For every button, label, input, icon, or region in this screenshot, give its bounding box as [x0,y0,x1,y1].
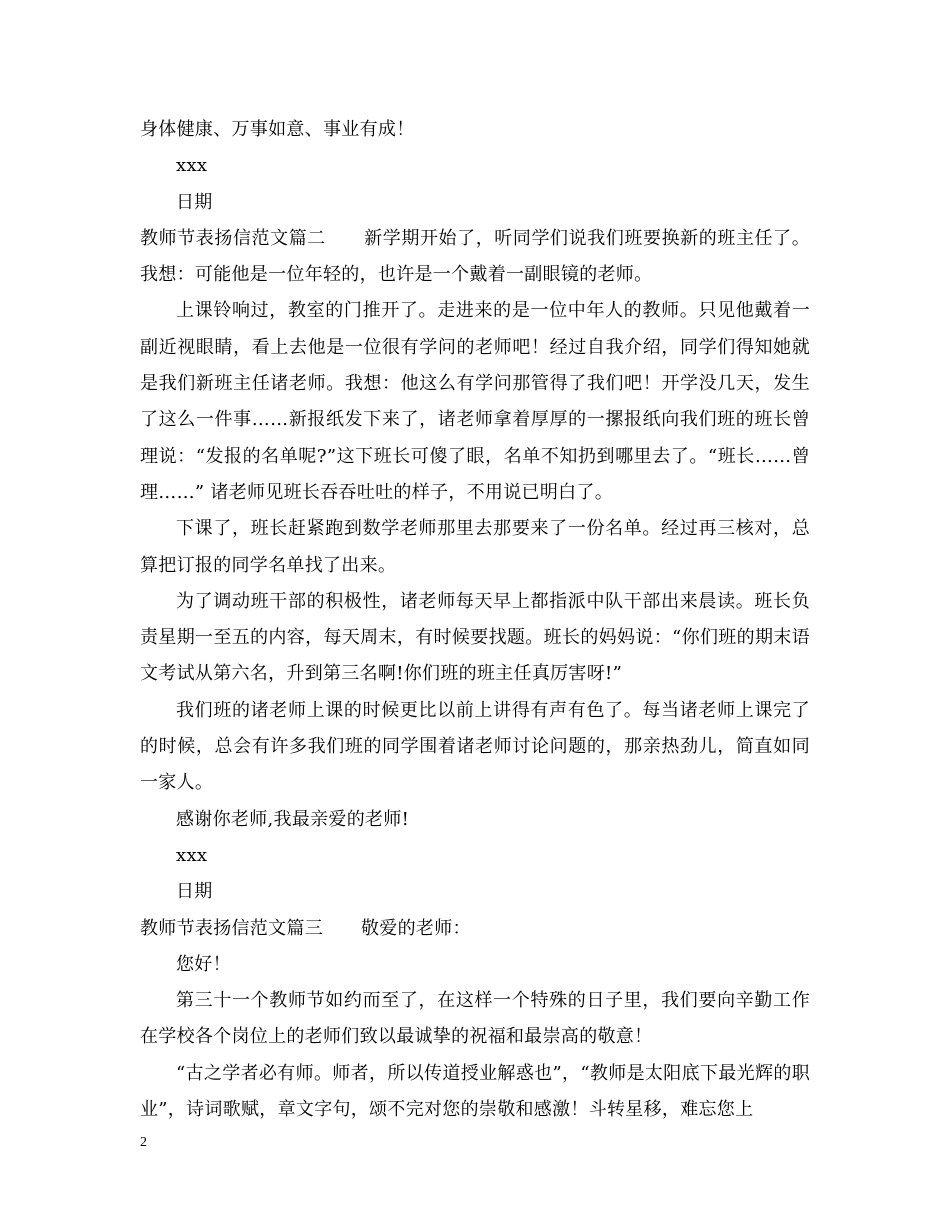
section-heading: 教师节表扬信范文篇二 [140,227,326,249]
paragraph-text: 新学期开始了，听同学们说我们班要换新的班主任了。我想：可能他是一位年轻的，也许是一个戴着一副眼镜的老师。 [140,227,811,286]
document-body [140,112,810,1128]
paragraph: 我们班的诸老师上课的时候更比以前上讲得有声有色了。每当诸老师上课完了的时候，总会有许多我们班的同学围着诸老师讨论问题的，那亲热劲儿，简直如同一家人。 [140,699,810,794]
section-heading: 教师节表扬信范文篇三 [140,917,323,939]
paragraph: 感谢你老师,我最亲爱的老师! [176,808,410,830]
paragraph: 身体健康、万事如意、事业有成！ [140,119,415,140]
signature-date: 日期 [176,191,213,213]
paragraph-text: 敬爱的老师： [361,917,471,939]
signature-date: 日期 [176,881,213,903]
paragraph: 下课了，班长赶紧跑到数学老师那里去那要来了一份名单。经过再三核对，总算把订报的同学名单找了出来。 [140,518,810,576]
section-heading-paragraph [140,911,810,947]
paragraph: 为了调动班干部的积极性，诸老师每天早上都指派中队干部出来晨读。班长负责星期一至五的内容，每天周末，有时候要找题。班长的妈妈说：“你们班的期末语文考试从第六名，升到第三名啊!你们班的班主任真厉害呀!” [140,590,810,685]
paragraph: “古之学者必有师。师者，所以传道授业解惑也”，“教师是太阳底下最光辉的职业”，诗词歌赋，章文字句，颂不完对您的崇敬和感激！斗转星移，难忘您上 [140,1062,810,1121]
signature-name: xxx [176,155,208,177]
signature-name: xxx [176,844,208,866]
paragraph: 上课铃响过，教室的门推开了。走进来的是一位中年人的教师。只见他戴着一副近视眼睛，看上去他是一位很有学问的老师吧！经过自我介绍，同学们得知她就是我们新班主任诸老师。我想：他这么有学问那管得了我们吧！开学没几天，发生了这么一件事……新报纸发下来了，诸老师拿着厚厚的一摞报纸向我们班的班长曾理说：“发报的名单呢?”这下班长可傻了眼，名单不知扔到哪里去了。“班长……曾理……” 诸老师见班长吞吞吐吐的样子，不用说已明白了。 [140,300,810,503]
paragraph: 第三十一个教师节如约而至了，在这样一个特殊的日子里，我们要向辛勤工作在学校各个岗位上的老师们致以最诚挚的祝福和最崇高的敬意！ [140,990,810,1048]
section-heading-paragraph [140,221,810,294]
page-number: 2 [140,1135,147,1150]
paragraph: 您好！ [176,953,231,975]
